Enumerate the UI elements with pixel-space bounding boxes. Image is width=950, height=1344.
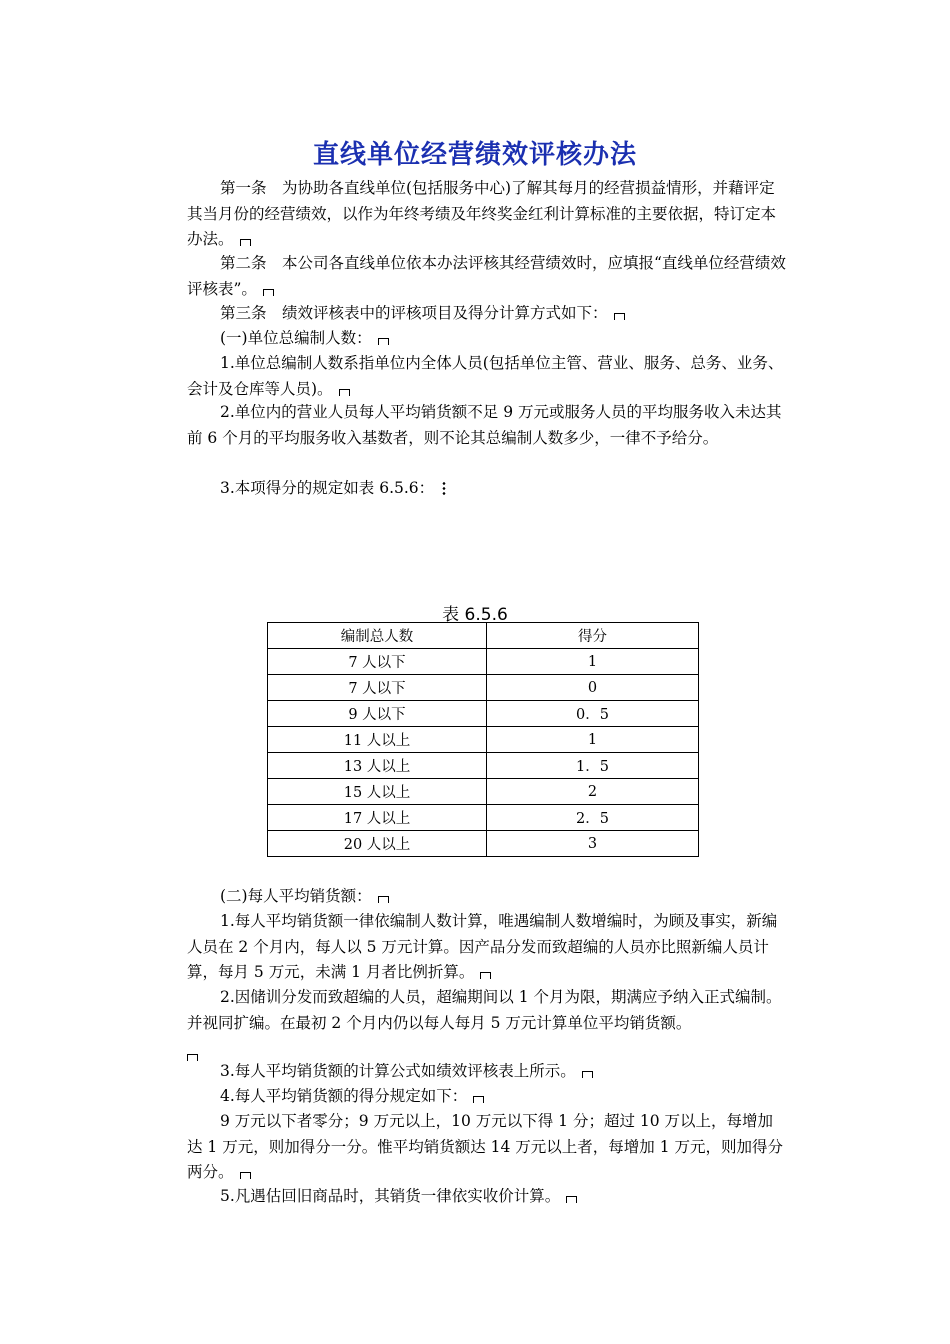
- cell-score: 0．5: [487, 701, 699, 727]
- table-row: [268, 831, 699, 857]
- table-row: [268, 675, 699, 701]
- document-title: 直线单位经营绩效评核办法: [312, 140, 637, 170]
- table-row: [268, 727, 699, 753]
- paragraph-mark-icon: [339, 389, 350, 396]
- header-headcount: 编制总人数: [268, 623, 487, 649]
- paragraph-mark-icon: [480, 972, 491, 979]
- section-2-item-5: 5.凡遇估回旧商品时，其销货一律依实收价计算。: [187, 1184, 787, 1210]
- section-1-item-3: 3.本项得分的规定如表 6.5.6：: [187, 476, 787, 502]
- paragraph-mark-icon: [566, 1196, 577, 1203]
- section-2-item-4-rule: 9 万元以下者零分；9 万元以上，10 万元以下得 1 分；超过 10 万以上，每增加达 1 万元，则加得分一分。惟平均销货额达 14 万元以上者，每增加 1 万元，则加得分两分。: [187, 1112, 784, 1181]
- table-row: [268, 701, 699, 727]
- article-2: 第二条 本公司各直线单位依本办法评核其经营绩效时，应填报“直线单位经营绩效评核表”。: [187, 254, 786, 298]
- section-1-heading: (一)单位总编制人数：: [187, 326, 787, 352]
- cell-headcount: 15 人以上: [268, 779, 487, 805]
- cell-headcount: 20 人以上: [268, 831, 487, 857]
- article-3: 第三条 绩效评核表中的评核项目及得分计算方式如下：: [187, 301, 787, 327]
- paragraph-mark-icon: [240, 239, 251, 246]
- cell-score: 1．5: [487, 753, 699, 779]
- section-2-item-3: 3.每人平均销货额的计算公式如绩效评核表上所示。: [187, 1059, 787, 1085]
- continuation-dots-icon: [442, 481, 446, 495]
- paragraph-mark-icon: [240, 1172, 251, 1179]
- header-score: 得分: [487, 623, 699, 649]
- score-table: [267, 622, 699, 857]
- section-2-heading: (二)每人平均销货额：: [187, 884, 787, 910]
- table-row: [268, 779, 699, 805]
- cell-headcount: 7 人以下: [268, 649, 487, 675]
- cell-score: 0: [487, 675, 699, 701]
- cell-score: 2．5: [487, 805, 699, 831]
- cell-headcount: 17 人以上: [268, 805, 487, 831]
- cell-score: 3: [487, 831, 699, 857]
- cell-score: 2: [487, 779, 699, 805]
- table-row: [268, 649, 699, 675]
- table-row: [268, 805, 699, 831]
- section-2-item-4: 4.每人平均销货额的得分规定如下：: [187, 1084, 787, 1110]
- section-1-item-2: 2.单位内的营业人员每人平均销货额不足 9 万元或服务人员的平均服务收入未达其前 6 个月的平均服务收入基数者，则不论其总编制人数多少，一律不予给分。: [187, 403, 782, 447]
- cell-headcount: 9 人以下: [268, 701, 487, 727]
- paragraph-mark-icon: [378, 896, 389, 903]
- cell-headcount: 11 人以上: [268, 727, 487, 753]
- paragraph-mark-icon: [378, 338, 389, 345]
- cell-headcount: 7 人以下: [268, 675, 487, 701]
- article-1: 第一条 为协助各直线单位(包括服务中心)了解其每月的经营损益情形，并藉评定其当月份的经营绩效，以作为年终考绩及年终奖金红利计算标准的主要依据，特订定本办法。: [187, 179, 777, 248]
- section-2-item-1: 1.每人平均销货额一律依编制人数计算，唯遇编制人数增编时，为顾及事实，新编人员在 2 个月内，每人以 5 万元计算。因产品分发而致超编的人员亦比照新编人员计算，每月 5 万元，未满 1 月者比例折算。: [187, 912, 778, 981]
- cell-headcount: 13 人以上: [268, 753, 487, 779]
- cell-score: 1: [487, 727, 699, 753]
- cell-score: 1: [487, 649, 699, 675]
- table-row: [268, 753, 699, 779]
- paragraph-mark-icon: [473, 1096, 484, 1103]
- table-header-row: [268, 623, 699, 649]
- section-1-item-1: 1.单位总编制人数系指单位内全体人员(包括单位主管、营业、服务、总务、业务、会计及仓库等人员)。: [187, 354, 784, 398]
- paragraph-mark-icon: [582, 1071, 593, 1078]
- paragraph-mark-icon: [614, 313, 625, 320]
- table-caption: 表 6.5.6: [442, 605, 508, 625]
- section-2-item-2: 2.因储训分发而致超编的人员，超编期间以 1 个月为限，期满应予纳入正式编制。并视同扩编。在最初 2 个月内仍以每人每月 5 万元计算单位平均销货额。: [187, 988, 782, 1032]
- paragraph-mark-icon: [263, 289, 274, 296]
